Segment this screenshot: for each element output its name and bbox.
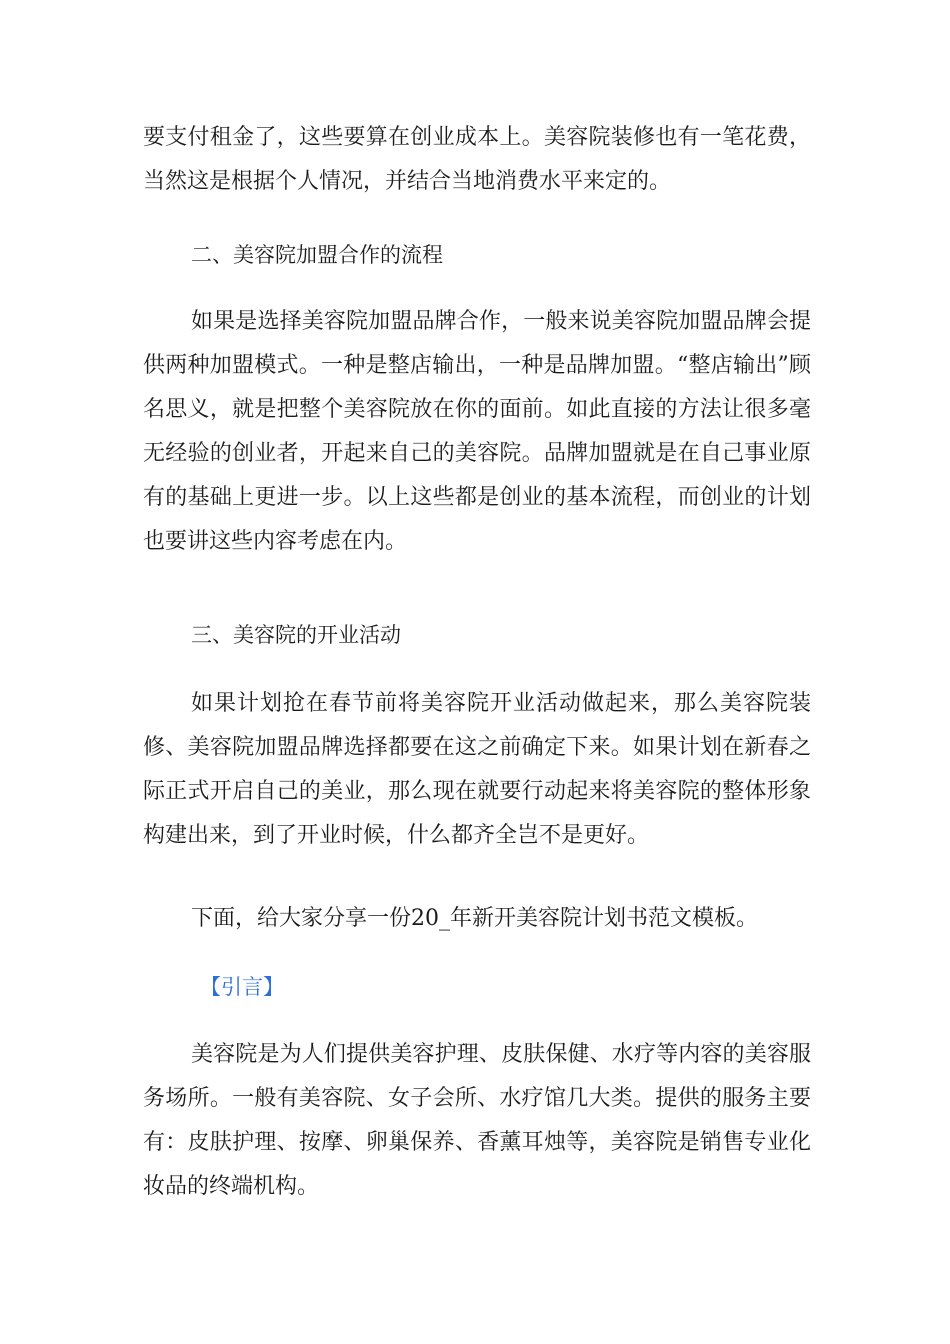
section-heading-franchise-process: 二、美容院加盟合作的流程 xyxy=(191,243,443,267)
paragraph-startup-costs: 要支付租金了，这些要算在创业成本上。美容院装修也有一笔花费，当然这是根据个人情况，并结合当地消费水平来定的。 xyxy=(143,125,811,194)
section-heading-opening-activities: 三、美容院的开业活动 xyxy=(191,623,401,647)
paragraph-franchise-models: 如果是选择美容院加盟品牌合作，一般来说美容院加盟品牌会提供两种加盟模式。一种是整店输出，一种是品牌加盟。“整店输出”顾名思义，就是把整个美容院放在你的面前。如此直接的方法让很多毫无经验的创业者，开起来自己的美容院。品牌加盟就是在自己事业原有的基础上更进一步。以上这些都是创业的基本流程，而创业的计划也要讲这些内容考虑在内。 xyxy=(143,309,811,554)
paragraph-opening-plan: 如果计划抢在春节前将美容院开业活动做起来，那么美容院装修、美容院加盟品牌选择都要在这之前确定下来。如果计划在新春之际正式开启自己的美业，那么现在就要行动起来将美容院的整体形象构建出来，到了开业时候，什么都齐全岂不是更好。 xyxy=(143,691,811,848)
paragraph-beauty-salon-definition: 美容院是为人们提供美容护理、皮肤保健、水疗等内容的美容服务场所。一般有美容院、女子会所、水疗馆几大类。提供的服务主要有：皮肤护理、按摩、卵巢保养、香薰耳烛等，美容院是销售专业化妆品的终端机构。 xyxy=(143,1042,811,1199)
paragraph-template-share: 下面，给大家分享一份20_年新开美容院计划书范文模板。 xyxy=(191,906,758,931)
intro-heading: 【引言】 xyxy=(200,975,284,999)
